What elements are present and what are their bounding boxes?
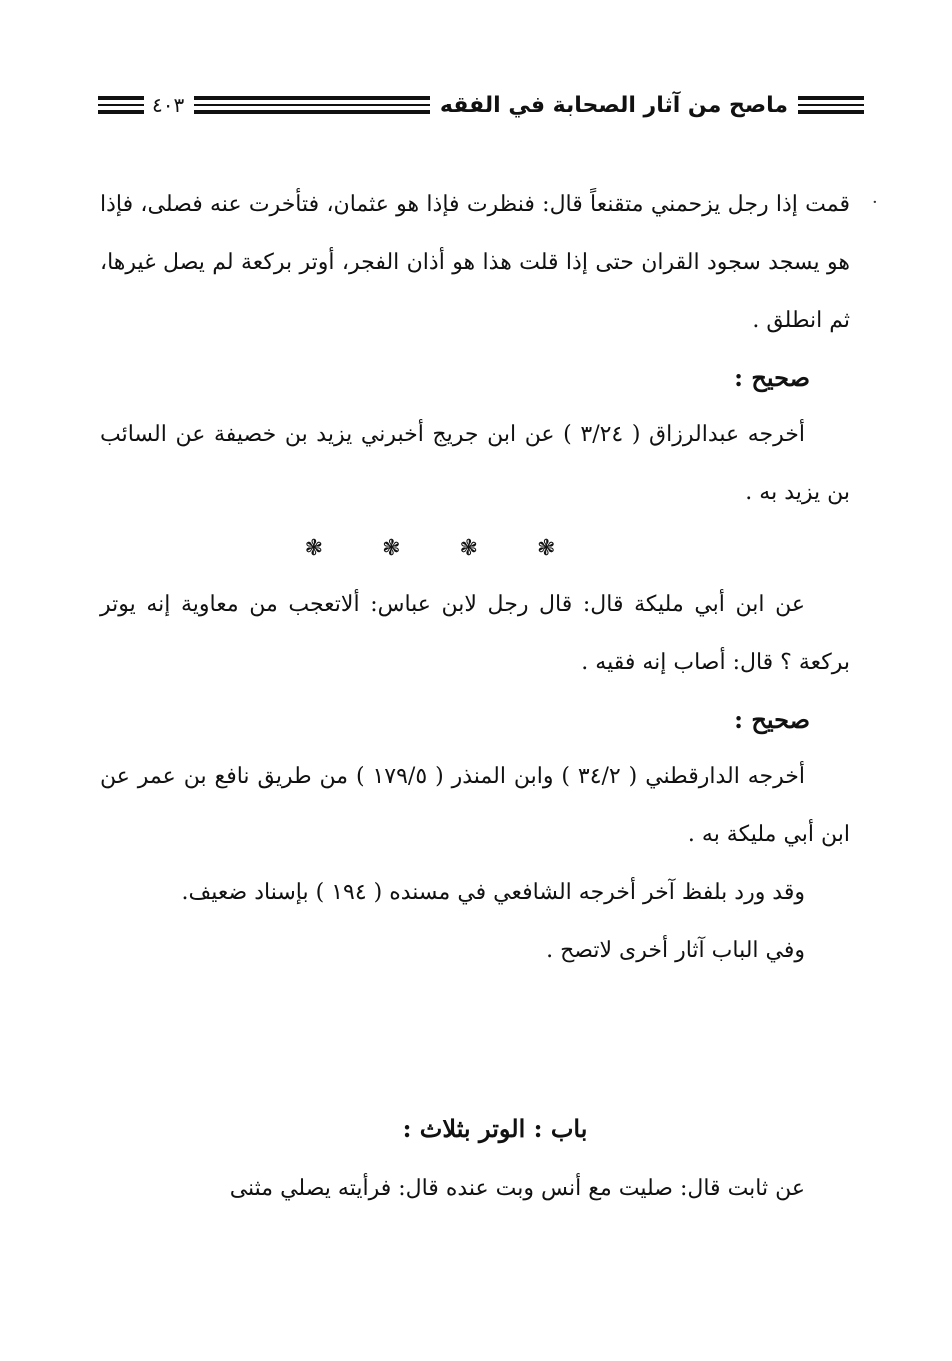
- star-icon: ❃: [304, 536, 324, 561]
- section-heading-sahih-2: صحيح :: [734, 705, 810, 734]
- page-body: [100, 176, 850, 1218]
- star-icon: ❃: [382, 536, 401, 561]
- paragraph-1: قمت إذا رجل يزحمني متقنعاً قال: فنظرت فإذا هو عثمان، فتأخرت عنه فصلى، فإذا هو يسجد سجود القران حتى إذا قلت هذا هو أذان الفجر، أوتر بركعة لم يصل غيرها، ثم انطلق .: [100, 192, 850, 333]
- header-rule-right: [798, 96, 864, 114]
- paragraph-6: وفي الباب آثار أخرى لاتصح .: [546, 938, 805, 963]
- paragraph-5: وقد ورد بلفظ آخر أخرجه الشافعي في مسنده ( ١٩٤ ) بإسناد ضعيف.: [181, 880, 805, 905]
- paragraph-2: أخرجه عبدالرزاق ( ٣/٢٤ ) عن ابن جريج أخبرني يزيد بن خصيفة عن السائب بن يزيد به .: [100, 422, 850, 505]
- paragraph-4: أخرجه الدارقطني ( ٣٤/٢ ) وابن المنذر ( ١٧٩/٥ ) من طريق نافع بن عمر عن ابن أبي مليكة به .: [100, 764, 850, 847]
- header-rule-left: [98, 96, 144, 114]
- star-icon: ❃: [536, 536, 556, 561]
- paragraph-3: عن ابن أبي مليكة قال: قال رجل لابن عباس: ألاتعجب من معاوية إنه يوتر بركعة ؟ قال: أصاب إنه فقيه .: [100, 592, 850, 675]
- page-header: [98, 80, 864, 130]
- separator-stars: [100, 522, 850, 576]
- page-number: ٤٠٣: [152, 93, 185, 117]
- section-heading-sahih-1: صحيح :: [734, 363, 810, 392]
- margin-dot: ·: [872, 192, 878, 213]
- star-icon: ❃: [459, 536, 478, 561]
- chapter-heading: باب : الوتر بثلاث :: [402, 1114, 588, 1143]
- paragraph-7: عن ثابت قال: صليت مع أنس وبت عنده قال: فرأيته يصلي مثنى: [229, 1176, 805, 1201]
- header-title: ماصح من آثار الصحابة في الفقه: [439, 92, 788, 118]
- header-rule-middle: [194, 96, 430, 114]
